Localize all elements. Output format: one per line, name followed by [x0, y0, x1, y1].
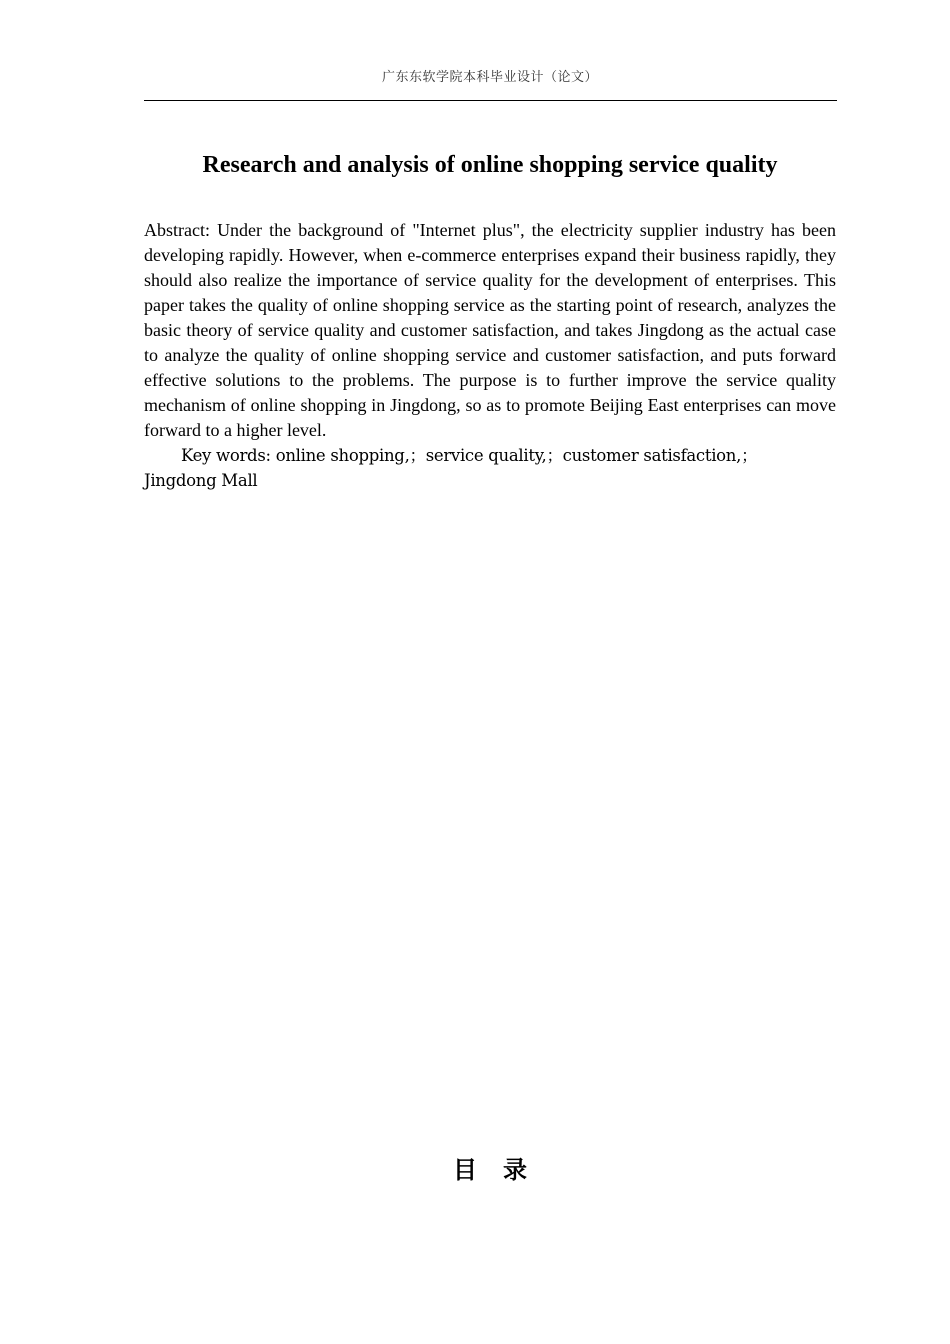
abstract-text: Abstract: Under the background of "Internet plus", the electricity supplier industry has been developing rapidly. However, when e-commerce enterprises expand their business rapidly, they should also realize the importance of service quality for the development of enterprises. This paper takes the quality of online shopping service as the starting point of research, analyzes the basic theory of service quality and customer satisfaction, and takes Jingdong as the actual case to analyze the quality of online shopping service and customer satisfaction, and puts forward effective solutions to the problems. The purpose is to further improve the service quality mechanism of online shopping in Jingdong, so as to promote Beijing East enterprises can move forward to a higher level. [144, 220, 836, 440]
header-divider [144, 100, 837, 101]
running-header: 广东东软学院本科毕业设计（论文） [381, 70, 598, 85]
abstract-section [144, 218, 836, 443]
keywords-line: Key words: online shopping,；service quality,；customer satisfaction,；Jingdong Mall [144, 446, 758, 490]
table-of-contents-heading: 目录 [453, 1156, 553, 1184]
paper-title: Research and analysis of online shopping service quality [202, 152, 778, 178]
